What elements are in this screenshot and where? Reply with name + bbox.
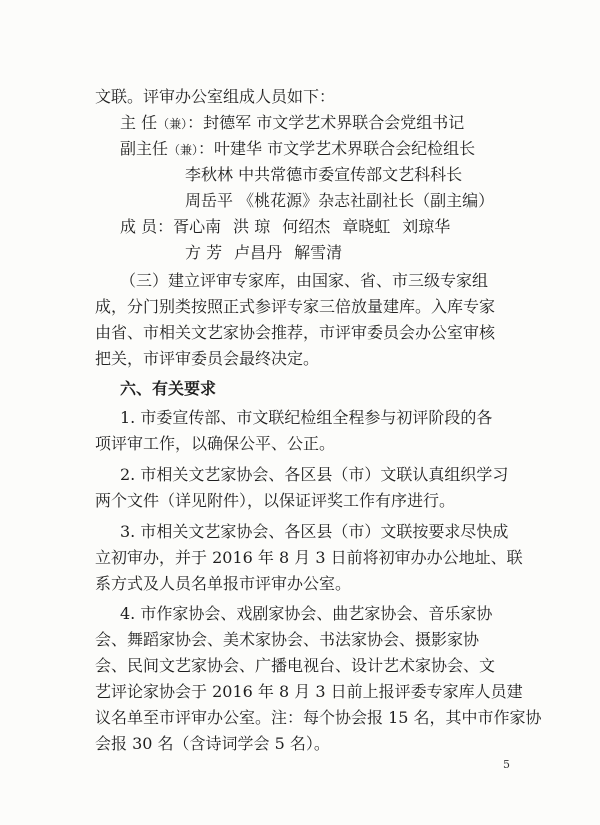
text-line: 1. 市委宣传部、市文联纪检组全程参与初评阶段的各 <box>120 408 493 427</box>
text-line: 艺评论家协会于 2016 年 8 月 3 日前上报评委专家库人员建 <box>95 682 523 701</box>
staff-members-line <box>120 214 462 240</box>
section-heading: 六、有关要求 <box>120 379 217 398</box>
role-label: 主 任 <box>120 113 158 132</box>
text-line: 议名单至市评审办公室。注：每个协会报 15 名，其中市作家协 <box>95 708 542 727</box>
text-line: （三）建立评审专家库，由国家、省、市三级专家组 <box>120 271 489 290</box>
page-number: 5 <box>503 758 510 771</box>
staff-entry: ：叶建华 市文学艺术界联合会纪检组长 <box>198 139 476 158</box>
role-tag: （兼） <box>157 117 188 131</box>
member-name: 洪 琼 <box>233 217 271 236</box>
role-label: 成 员： <box>120 217 174 236</box>
staff-entry-line: 周岳平 《桃花源》杂志社副社长（副主编） <box>185 191 495 210</box>
member-name: 刘琼华 <box>402 217 451 236</box>
role-tag: （兼） <box>168 143 199 157</box>
role-label: 副主任 <box>120 139 169 158</box>
text-line: 会、舞蹈家协会、美术家协会、书法家协会、摄影家协 <box>95 630 480 649</box>
text-line: 4. 市作家协会、戏剧家协会、曲艺家协会、音乐家协 <box>120 604 493 623</box>
text-line: 项评审工作，以确保公平、公正。 <box>95 434 336 453</box>
member-name: 卢昌丹 <box>234 243 283 262</box>
staff-director-line <box>120 110 464 136</box>
text-line: 立初审办，并于 2016 年 8 月 3 日前将初审办办公地址、联 <box>95 548 523 567</box>
text-line: 文联。评审办公室组成人员如下： <box>95 87 336 106</box>
text-line: 成，分门别类按照正式参评专家三倍放量建库。入库专家 <box>95 297 496 316</box>
staff-deputy-line <box>120 136 475 162</box>
text-line: 2. 市相关文艺家协会、各区县（市）文联认真组织学习 <box>120 465 509 484</box>
staff-members-line <box>185 240 354 266</box>
member-name: 何绍杰 <box>282 217 331 236</box>
staff-entry: ：封德军 市文学艺术界联合会党组书记 <box>187 113 465 132</box>
text-line: 会报 30 名（含诗词学会 5 名）。 <box>95 734 330 753</box>
text-line: 3. 市相关文艺家协会、各区县（市）文联按要求尽快成 <box>120 522 509 541</box>
text-line: 两个文件（详见附件），以保证评奖工作有序进行。 <box>95 491 456 510</box>
member-name: 胥心南 <box>173 217 222 236</box>
member-name: 方 芳 <box>185 243 223 262</box>
text-line: 由省、市相关文艺家协会推荐，市评审委员会办公室审核 <box>95 323 496 342</box>
member-name: 章晓虹 <box>342 217 391 236</box>
staff-entry-line: 李秋林 中共常德市委宣传部文艺科科长 <box>185 165 463 184</box>
member-name: 解雪清 <box>294 243 343 262</box>
text-line: 系方式及人员名单报市评审办公室。 <box>95 574 352 593</box>
text-line: 会、民间文艺家协会、广播电视台、设计艺术家协会、文 <box>95 656 496 675</box>
text-line: 把关，市评审委员会最终决定。 <box>95 349 320 368</box>
